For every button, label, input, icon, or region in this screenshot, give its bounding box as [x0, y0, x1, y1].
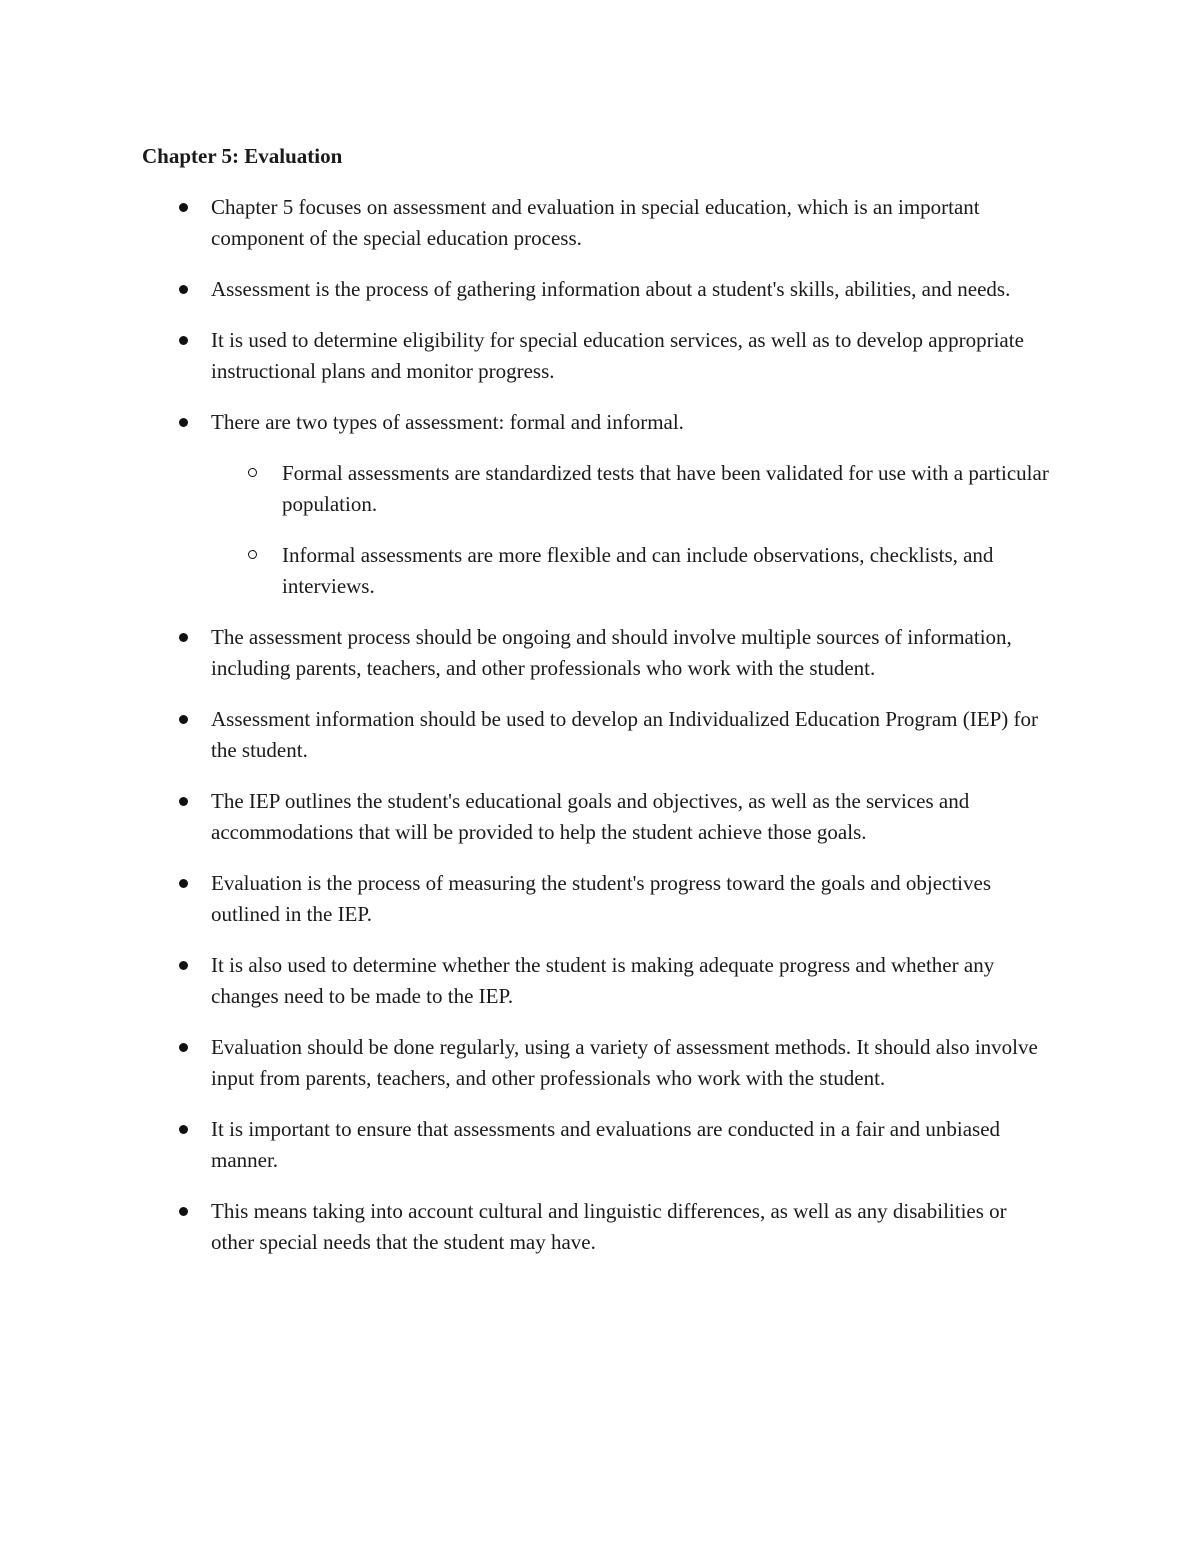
bullet-icon	[179, 418, 188, 427]
hollow-bullet-icon	[248, 468, 257, 477]
bullet-icon	[179, 797, 188, 806]
list-item-text: Evaluation is the process of measuring the student's progress toward the goals and objectives outlined in the IEP.	[211, 871, 992, 926]
sub-bullet-list	[211, 458, 1051, 602]
list-item-text: This means taking into account cultural and linguistic differences, as well as any disabilities or other special needs that the student may have.	[211, 1199, 1007, 1254]
page-title: Chapter 5: Evaluation	[142, 144, 343, 168]
sub-list-item	[0, 458, 1051, 520]
sub-list-item	[0, 540, 1051, 602]
list-item-text: It is also used to determine whether the student is making adequate progress and whether any changes need to be made to the IEP.	[211, 953, 995, 1008]
list-item-text: It is important to ensure that assessments and evaluations are conducted in a fair and unbiased manner.	[211, 1117, 1001, 1172]
bullet-list	[0, 192, 1200, 1278]
bullet-icon	[179, 1043, 188, 1052]
sub-list-item-text: Informal assessments are more flexible and can include observations, checklists, and interviews.	[282, 543, 994, 598]
list-item	[0, 704, 1051, 766]
sub-list-item-text: Formal assessments are standardized tests that have been validated for use with a particular population.	[282, 461, 1049, 516]
bullet-icon	[179, 961, 188, 970]
bullet-icon	[179, 336, 188, 345]
list-item	[0, 192, 1051, 254]
list-item-text: Assessment is the process of gathering information about a student's skills, abilities, and needs.	[211, 277, 1011, 301]
list-item	[0, 868, 1051, 930]
bullet-icon	[179, 879, 188, 888]
list-item-text: Assessment information should be used to develop an Individualized Education Program (IEP) for the student.	[211, 707, 1038, 762]
list-item	[0, 786, 1051, 848]
list-item	[0, 1196, 1051, 1258]
bullet-icon	[179, 203, 188, 212]
list-item-text: The assessment process should be ongoing and should involve multiple sources of information, including parents, teachers, and other professionals who work with the student.	[211, 625, 1012, 680]
list-item-text: There are two types of assessment: formal and informal.	[211, 410, 684, 434]
list-item	[0, 622, 1051, 684]
list-item-text: Chapter 5 focuses on assessment and evaluation in special education, which is an important component of the special education process.	[211, 195, 980, 250]
list-item-text: The IEP outlines the student's educational goals and objectives, as well as the services and accommodations that will be provided to help the student achieve those goals.	[211, 789, 970, 844]
bullet-icon	[179, 633, 188, 642]
list-item	[0, 407, 1051, 602]
list-item	[0, 274, 1051, 305]
bullet-icon	[179, 1125, 188, 1134]
bullet-icon	[179, 1207, 188, 1216]
list-item-text: Evaluation should be done regularly, using a variety of assessment methods. It should also involve input from parents, teachers, and other professionals who work with the student.	[211, 1035, 1038, 1090]
list-item	[0, 950, 1051, 1012]
bullet-icon	[179, 715, 188, 724]
bullet-icon	[179, 285, 188, 294]
hollow-bullet-icon	[248, 550, 257, 559]
list-item	[0, 325, 1051, 387]
list-item	[0, 1032, 1051, 1094]
list-item-text: It is used to determine eligibility for special education services, as well as to develop appropriate instructional plans and monitor progress.	[211, 328, 1024, 383]
list-item	[0, 1114, 1051, 1176]
